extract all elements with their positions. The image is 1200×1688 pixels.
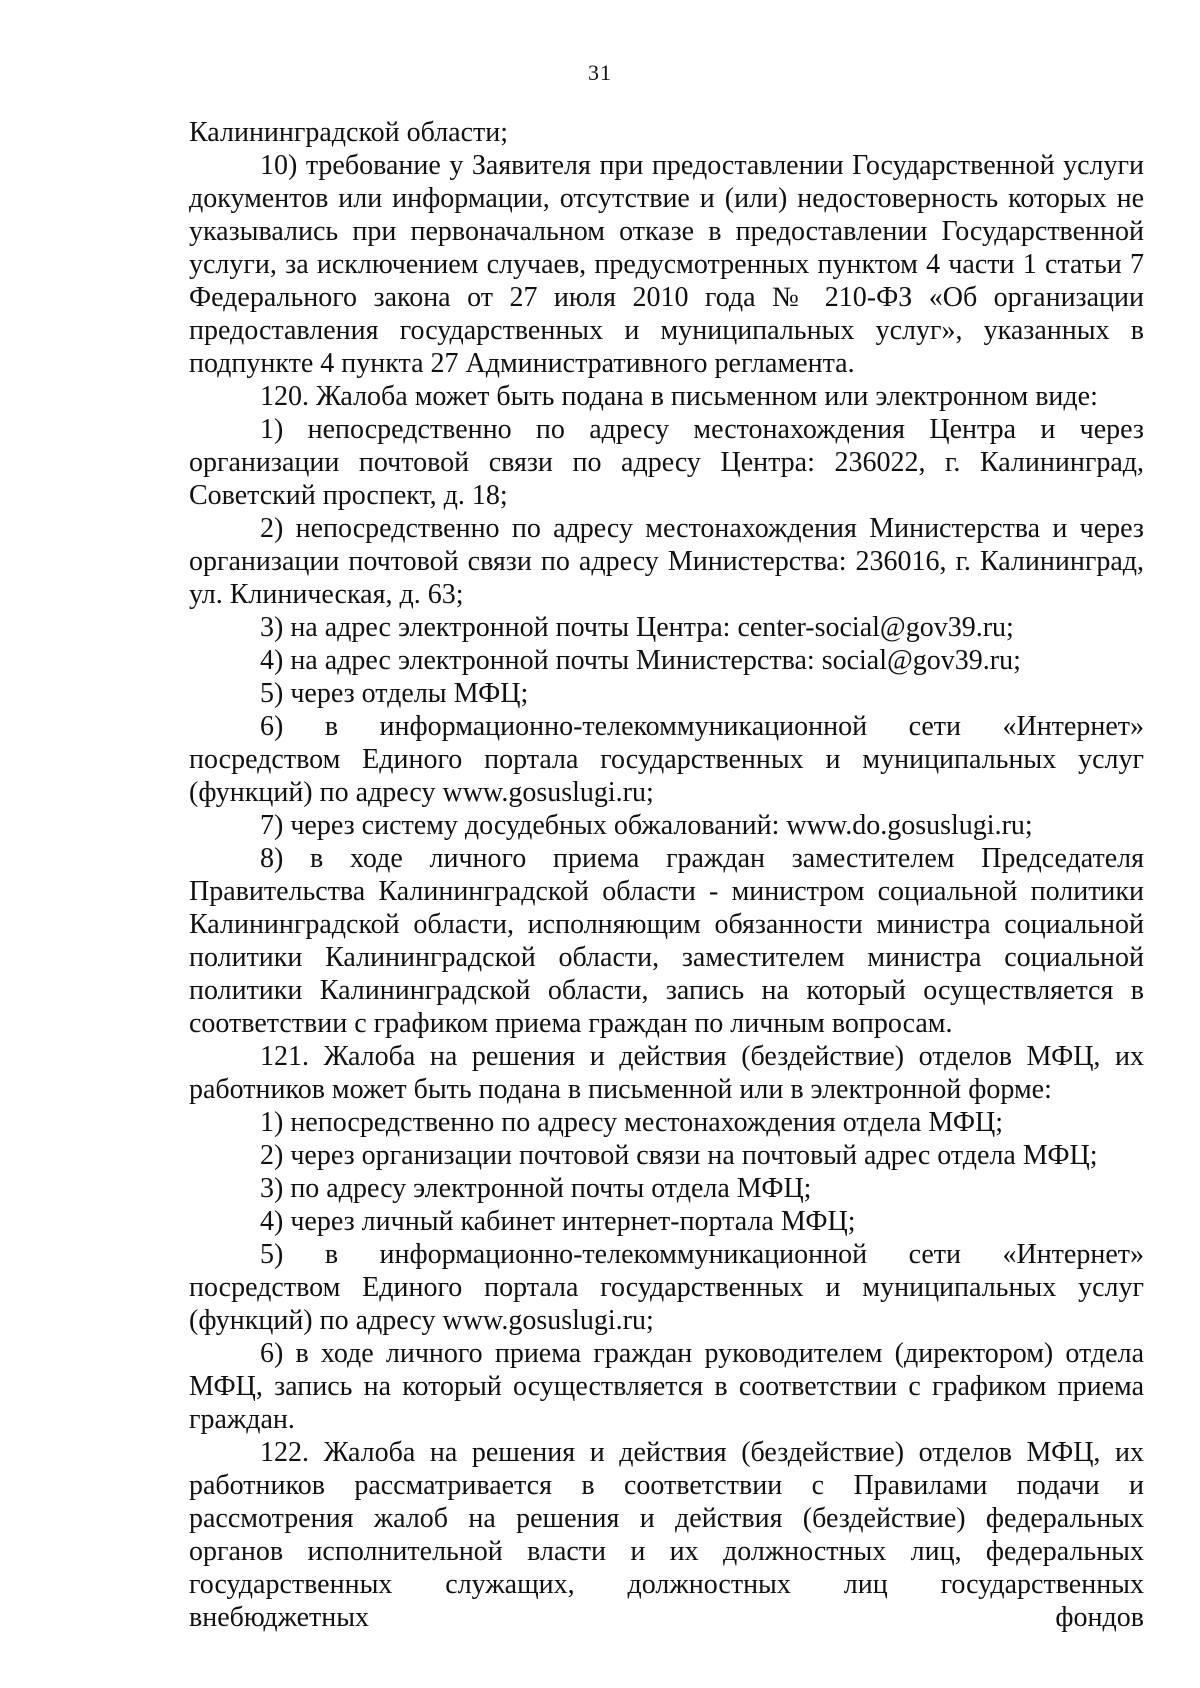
- paragraph: 6) в информационно-телекоммуникационной сети «Интернет» посредством Единого портала государственных и муниципальных услуг (функций) по адресу www.gosuslugi.ru;: [189, 711, 1144, 808]
- paragraph: 5) через отделы МФЦ;: [260, 678, 529, 709]
- paragraph: 5) в информационно-телекоммуникационной сети «Интернет» посредством Единого портала государственных и муниципальных услуг (функций) по адресу www.gosuslugi.ru;: [189, 1239, 1144, 1336]
- paragraph: 121. Жалоба на решения и действия (бездействие) отделов МФЦ, их работников может быть подана в письменной или в электронной форме:: [189, 1041, 1144, 1105]
- paragraph: 4) на адрес электронной почты Министерства: social@gov39.ru;: [260, 645, 1021, 676]
- document-body: [189, 116, 1144, 1634]
- paragraph: 122. Жалоба на решения и действия (бездействие) отделов МФЦ, их работников рассматривается в соответствии с Правилами подачи и рассмотрения жалоб на решения и действия (бездействие) федеральных органов исполнительной власти и их должностных лиц, федеральных государственных служащих, должностных лиц государственных внебюджетных фондов: [189, 1437, 1144, 1633]
- paragraph: 2) через организации почтовой связи на почтовый адрес отдела МФЦ;: [260, 1140, 1098, 1171]
- paragraph: 10) требование у Заявителя при предоставлении Государственной услуги документов или информации, отсутствие и (или) недостоверность которых не указывались при первоначальном отказе в предоставлении Государственной услуги, за исключением случаев, предусмотренных пунктом 4 части 1 статьи 7 Федерального закона от 27 июля 2010 года № 210-ФЗ «Об организации предоставления государственных и муниципальных услуг», указанных в подпункте 4 пункта 27 Административного регламента.: [189, 150, 1144, 379]
- paragraph: 7) через систему досудебных обжалований: www.do.gosuslugi.ru;: [260, 810, 1033, 841]
- paragraph: 2) непосредственно по адресу местонахождения Министерства и через организации почтовой связи по адресу Министерства: 236016, г. Калининград, ул. Клиническая, д. 63;: [189, 513, 1144, 610]
- page-number: 31: [588, 60, 612, 85]
- paragraph: 6) в ходе личного приема граждан руководителем (директором) отдела МФЦ, запись на который осуществляется в соответствии с графиком приема граждан.: [189, 1338, 1144, 1435]
- paragraph: 3) на адрес электронной почты Центра: center-social@gov39.ru;: [260, 612, 1014, 643]
- paragraph: 4) через личный кабинет интернет-портала МФЦ;: [260, 1206, 856, 1237]
- paragraph: 1) непосредственно по адресу местонахождения Центра и через организации почтовой связи по адресу Центра: 236022, г. Калининград, Советский проспект, д. 18;: [189, 414, 1144, 511]
- paragraph: 3) по адресу электронной почты отдела МФЦ;: [260, 1173, 812, 1204]
- paragraph: 120. Жалоба может быть подана в письменном или электронном виде:: [260, 381, 1098, 412]
- paragraph: Калининградской области;: [189, 117, 509, 148]
- paragraph: 1) непосредственно по адресу местонахождения отдела МФЦ;: [260, 1107, 1003, 1138]
- paragraph: 8) в ходе личного приема граждан заместителем Председателя Правительства Калининградской области - министром социальной политики Калининградской области, исполняющим обязанности министра социальной политики Калининградской области, заместителем министра социальной политики Калининградской области, запись на который осуществляется в соответствии с графиком приема граждан по личным вопросам.: [189, 843, 1144, 1039]
